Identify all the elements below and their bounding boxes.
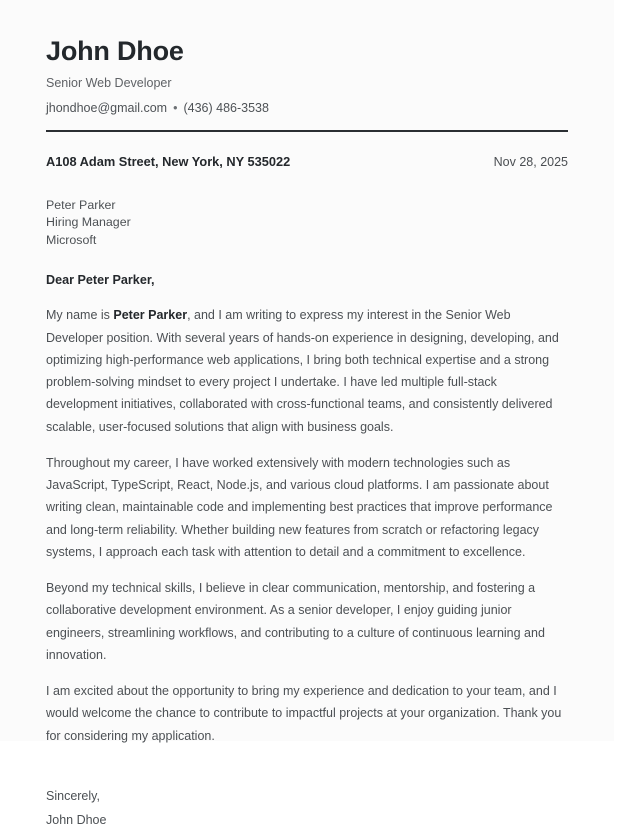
sender-phone[interactable]: (436) 486-3538 [183, 101, 269, 116]
header-divider [46, 130, 568, 132]
body-paragraph-3: Beyond my technical skills, I believe in clear communication, mentorship, and fostering a collaborative development environment. As a senior developer, I enjoy guiding junior engineers, streamlining workflows, and contributing to a culture of continuous learning and innovation. [46, 581, 545, 662]
sender-role: Senior Web Developer [46, 76, 172, 91]
salutation: Dear Peter Parker, [46, 273, 155, 288]
sender-address: A108 Adam Street, New York, NY 535022 [46, 153, 291, 169]
recipient-title: Hiring Manager [46, 215, 131, 230]
inline-bold-name: Peter Parker [113, 308, 188, 323]
sender-name: John Dhoe [46, 36, 184, 66]
contact-separator-icon: • [173, 101, 178, 116]
address-date-row [46, 153, 568, 171]
letter-header [46, 36, 568, 117]
recipient-name: Peter Parker [46, 197, 116, 212]
letter-date: Nov 28, 2025 [493, 154, 568, 169]
body-paragraph-4: I am excited about the opportunity to bring my experience and dedication to your team, and I would welcome the chance to contribute to impactful projects at your organization. Thank you for considering my application. [46, 684, 562, 743]
sender-email[interactable]: jhondhoe@gmail.com [46, 101, 168, 116]
body-paragraph-2: Throughout my career, I have worked extensively with modern technologies such as JavaScript, TypeScript, React, Node.js, and various cloud platforms. I am passionate about writing clean, maintainable code and implementing best practices that improve performance and long-term reliability. Whether building new features from scratch or refactoring legacy systems, I approach each task with attention to detail and a commitment to excellence. [46, 455, 553, 559]
recipient-block [46, 197, 568, 250]
sender-contact-line [46, 100, 568, 116]
signature-name: John Dhoe [46, 812, 107, 827]
body-paragraph-1 [46, 304, 568, 438]
letter-body [46, 304, 568, 747]
paragraph-1-rest: , and I am writing to express my interest in the Senior Web Developer position. With several years of hands-on experience in designing, developing, and optimizing high-performance web applications, I bring both technical expertise and a strong problem-solving mindset to every project I undertake. I have led multiple full-stack development initiatives, collaborated with cross-functional teams, and consistently delivered scalable, user-focused solutions that align with business goals. [46, 308, 559, 434]
recipient-company: Microsoft [46, 232, 97, 247]
paragraph-1-lead: My name is [46, 308, 114, 323]
closing-block [46, 785, 568, 832]
valediction: Sincerely, [46, 788, 100, 803]
